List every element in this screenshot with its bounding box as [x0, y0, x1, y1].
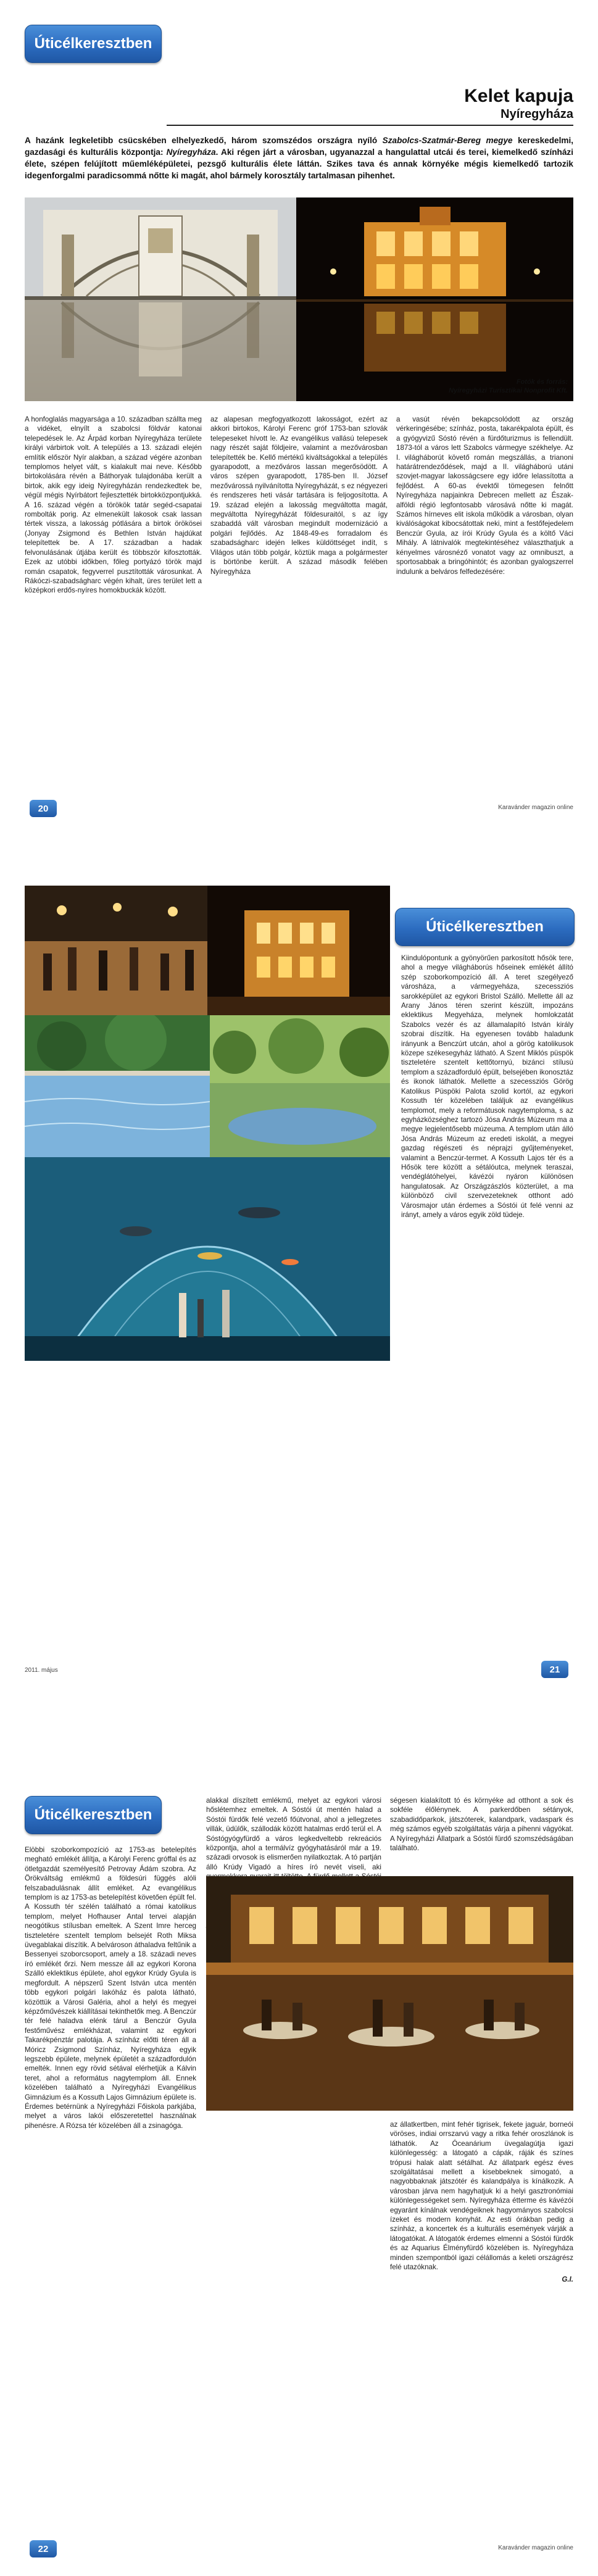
- footer-magazine-name: Karavánder magazin online: [498, 804, 573, 811]
- page22-body-text-2: alakkal díszített emlékmű, melyet az egykori városi hőslétemhez emeltek. A Sóstói út mentén halad a Sóstói fürdők felé vezető főútvonal, ahol a jellegzetes villák, üdülők, szállodák között hatalmas erdő terül el. A Sóstógyógyfürdő a város legkedveltebb rekreációs központja, ahol a termálvíz gyógyhatásáról már a 19. századi orvosok is elismerően nyilatkoztak. A tó partján álló Krúdy Vigadó a híres író nevét viseli, aki: [206, 1797, 381, 1871]
- article-title-block: [464, 86, 573, 122]
- page-number-badge: [541, 1661, 568, 1678]
- section-banner-label: Úticélkeresztben: [426, 918, 544, 935]
- title-divider: [167, 125, 573, 126]
- lead-part: A hazánk legkeletibb csücskében elhelyezkedő, három szomszédos országra nyíló: [25, 136, 383, 145]
- cafe-terrace-illustration: [206, 1876, 573, 2111]
- article-body-columns: [25, 415, 573, 596]
- cafe-terrace-photo: [206, 1876, 573, 2111]
- page-21: [0, 861, 598, 1722]
- body-column-2: az alapesan megfogyatkozott lakosságot, ezért az akkori birtokos, Károlyi Ferenc gróf 1753-ban szlovák telepeseket hívott le. Az evangélikus vallású telepesek nagy részét saját földjeire, valamint a mezővárosban telepítették be. Kellő mértékű kiváltságokkal a település gyarapodott, a mezőváros lassan megerősödött. A város szépen gyarapodott, 1785-ben II. József mezővárossá nyilvánította Nyíregyházát, s ez négyezeri és rendszeres heti vásár tartására is feljogosította. A 19. század elején a lakosság megváltotta magát, megváltotta Nyíregyházát földesuraitól, s az így szabaddá vált városban megindult modernizáció a polgári fejlődés. Az 1848-49-es forradalom és szabadságharc idején lelkes küldöttséget indít, s Világos után több polgár, köztük maga a polgármester is börtönbe került. A század második felében Nyíregyháza: [210, 415, 388, 576]
- night-building-illustration: [296, 197, 573, 401]
- article-subtitle: Nyíregyháza: [500, 107, 573, 121]
- section-banner: [395, 908, 575, 946]
- swimming-pool-illustration: [25, 1015, 210, 1157]
- article-title: Kelet kapuja: [464, 86, 573, 106]
- section-banner-label: Úticélkeresztben: [34, 1806, 152, 1823]
- footer-magazine-name: Karavánder magazin online: [498, 2545, 573, 2551]
- page-number: 22: [38, 2543, 49, 2554]
- park-lake-photo: [210, 1015, 390, 1157]
- photo-credit-label: Fotók és forrás:: [516, 378, 568, 386]
- photo-credit-source: Nyíregyházi Turisztikai Nonprofit Kft.: [449, 387, 568, 394]
- page22-body-text-3a: ségesen kialakított tó és környéke ad otthont a sok és sokféle élőlénynek. A parkerdőben sétányok, szabadidőparkok, játszóterek, kalandpark, vadaspark és még számos egyéb szolgáltatás várja a pihenni vágyókat. A Nyíregyházi Állatpark a Sóstói fürdő szomszédságában található.: [390, 1797, 573, 1853]
- page22-body-column-3-top: [390, 1796, 573, 1853]
- page22-body-column-1: [25, 1845, 196, 2130]
- lit-building-illustration: [207, 886, 390, 1015]
- body-column-1: A honfoglalás magyarsága a 10. században szállta meg a vidéket, elnyílt a szabolcsi földvár katonai telepedések le. Az Árpád korban Nyíregyháza területe királyi várbirtok volt. A település a 13. századi elején említik először Nyír alakban, a század végére azonban templomos helyet vált, s kialakult mai neve. Később birtokolására révén a Báthoryak tulajdonába került a birtok, akik egy ideig Nyíregyházán rendezkedtek be, végül mégis Nyírbátort fejlesztették birtokközpontjukká. A 16. század végén a törökök tatár segéd-csapatai rombolták porig. Az elmenekült lakosok csak lassan tértek vissza, a lakosság pótlására a birtok örökösei (Jonyay Zsigmond és Bethlen István hajdúkat telepítettek be. A 17. században a hadak felvonulásának útjába került és többször kifosztották. Ezek az utóbbi időkben, főleg portyázó török majd román csapatok, fegyverrel pusztították városunkat. A Rákóczi-szabadságharc végén kihalt, üres terület lett a középkori erdős-nyíres homokbuckák között.: [25, 415, 202, 595]
- page21-body-text: Kiindulópontunk a gyönyörűen parkosított hősök tere, ahol a megye világháborús hőseinek emlékét állító szép szoborkompozíció áll. A teret szegélyező városháza, a vármegyeháza, szecessziós sarokképület az egykori Bristol Szálló. Mellette áll az Arany János téren szerint készült, impozáns eklektikus Megyeháza, melynek homlokzatát Szabolcs vezér és az államalapító István király szobrai díszítik. Ha egyenesen tovább haladunk irányunk a Benczúrt utcán, ahol a görög katolikusok közepe székesegyház látható. A Szent Miklós püspök tiszteletére szentelt kettőtornyú, bizánci stílusú templom a századforduló épült, belsejében ikonosztáz és ikonok láthatók. Mellette a szecessziós Görög Katolikus Püspöki Palota szolid kortól, az egykori Kossuth tér közelében találjuk az evangélikus templomot, mely a reformátusok nagytemploma, s az egyházközséghez tartozó Jósa András Múzeum ma a megye legjelentősebb múzeuma. A templom után álló Jósa András Múzeum az eredeti iskolát, a megyei gazdag régészeti és néprajzi gyűjteményeket, valamint a Benczúr-termet. A Kossuth Lajos tér és a Hősök tere között a sétálóutca, melynek teraszai, vendéglátóhelyei, kávézói nyáron különösen hangulatosak. Az Országzászlós közterület, a ma különböző civil szervezeteknek otthont adó Városmajor után érdemes a Sóstói út felé venni az irányt, amely a város egyik zöld tüdeje.: [401, 954, 573, 1219]
- article-lead: [25, 135, 573, 181]
- lead-city: Nyíregyháza: [166, 147, 216, 157]
- lead-part: . Aki régen járt a városban, ugyanazzal a hangulattal utcái és terei, kiemelkedő színházi élete, szépen felújított műemléképületei, pezsgő kulturális élete láttán. Szikes tava és annak környéke mégis kiemelkedő tartozik idegenforgalmi paradicsommá nőtte ki magát, ahol bármely korosztály tartalmasan pihenhet.: [25, 147, 573, 180]
- swimming-pool-photo: [25, 1015, 210, 1157]
- author-signature: G.I.: [562, 2275, 573, 2283]
- lead-county: Szabolcs-Szatmár-Bereg megye: [382, 136, 513, 145]
- oceanarium-tunnel-illustration: [25, 1157, 390, 1361]
- page22-body-text-3b: az állatkertben, mint fehér tigrisek, fekete jaguár, borneói vöröses, indiai orrszarvú vagy a ritka fehér oroszlánok is láthatók. Az Óceanárium üvegalagútja igazi különlegesség: a látogató a cápák, ráják és színes trópusi halak alatt sétálhat. Az állatpark egész éves szolgáltatásai mellett a kisebbeknek simogató, a nagyobbaknak játszótér és kalandpálya is kínálkozik. A városban járva nem hagyhatjuk ki a helyi gasztronómiai különlegességeket sem. Nyíregyháza étterme és kávézói egyaránt kínálnak vendégeiknek hagyományos szabolcsi ízeket és modern konyhát. Az esti órákban pedig a színház, a koncertek és a kulturális események várják a látogatókat. A látogatók érdemes elmenni a Sóstói fürdők és az Aquarius Élményfürdő közelében is. Nyíregyháza minden szempontból igazi célállomás a keleti országrész felé utazóknak.: [390, 2121, 573, 2272]
- section-banner: [25, 25, 162, 63]
- page-number: 21: [549, 1664, 560, 1675]
- page-number-badge: [30, 800, 57, 817]
- page-20: [0, 0, 598, 861]
- body-column-3: a vasút révén bekapcsolódott az ország vérkeringésébe; színház, posta, takarékpalota épült, és a gyógyvizű Sóstó révén a fürdőturizmus is fellendült. 1873-tól a város lett Szabolcs vármegye székhelye. Az I. világháborút követő román megszállás, a trianoni határátrendeződések, majd a II. világháború utáni szovjet-magyar lakosságcsere egy időre lelassította a fejlődést. A 60-as évektől tömegesen felnőtt Nyíregyháza napjainkra Debrecen mellett az Észak-alföldi régió legfontosabb városává nőtte ki magát. Számos hírneves elit iskola működik a városban, olyan kiválóságokat kibocsátottak neki, mint a festőfejedelem Benczúr Gyula, az írói Krúdy Gyula és a költő Váci Mihály. A látnivalók megtekintéséhez választhatjuk a kényelmes városnéző vonatot vagy az omnibuszt, a sportosabbak a bringóhintót; és azonban gyalogszerrel indulunk a belváros felfedezésére:: [396, 415, 573, 576]
- pedestrian-street-photo: [25, 886, 207, 1015]
- pedestrian-street-illustration: [25, 886, 207, 1015]
- footer-issue-date: 2011. május: [25, 1667, 58, 1674]
- page-number: 20: [38, 803, 49, 814]
- section-banner: [25, 1796, 162, 1834]
- railway-station-illustration: [25, 197, 296, 401]
- photo-credit: [370, 378, 568, 395]
- lit-building-photo: [207, 886, 390, 1015]
- page22-body-text-1: Elöbbi szoborkompozíció az 1753-as betelepítés megható emlékét állítja, a Károlyi Ferenc gróffal és az ötletgazdát személyesítő Petrovay Ádám szobra. Az Örökváltság emlékmű a földesúri függés alóli felszabadulásnak állít emléket. Az evangélikus templom is az 1753-as betelepítést követően épült fel. A Kossuth tér szélén található a római katolikus templom, melyet Hofhauser Antal tervei alapján neogótikus stílusban emeltek. A Szent Imre herceg tiszteletére szentelt templom belsejét Roth Miksa üvegablakai díszítik. A belvároson áthaladva feltűnik a Bessenyei szoborcsoport, amely a 18. századi neves író emlékét őrzi. Nem messze áll az egykori Korona Szálló eklektikus épülete, ahol egykor Krúdy Gyula is megfordult. A népszerű Szent István utca mentén több egykori polgári lakóház és palota látható, közöttük a Városi Galéria, ahol a helyi és megyei képzőművészek kiállításai tekinthetők meg. A Benczúr tér felé haladva elénk tárul a Benczúr Gyula festőművész emlékházat, valamint az egykori Takarékpénztár palotája. A színház előtti téren áll a Móricz Zsigmond Színház, Nyíregyháza egyik legszebb épülete, melynek épületét a századfordulón emelték. Innen egy rövid sétával elérhetjük a Kálvin teret, ahol a református nagytemplom áll. Ennek közelében található a Nyíregyházi Evangélikus Gimnázium és a Kossuth Lajos Gimnázium épülete is. Érdemes betérnünk a Nyíregyházi Főiskola parkjába, melyet a város lakói előszeretettel használnak pihenésre. A Rózsa tér közelében áll a zsinagóga.: [25, 1846, 196, 2130]
- page22-body-column-3-bottom: [390, 2120, 573, 2284]
- railway-station-photo: [25, 197, 296, 401]
- lead-part: kereskedelmi, gazdasági és kulturális központja:: [25, 136, 573, 157]
- section-banner-label: Úticélkeresztben: [34, 35, 152, 52]
- oceanarium-tunnel-photo: [25, 1157, 390, 1361]
- night-building-photo: [296, 197, 573, 401]
- page21-body-column: [401, 954, 573, 1219]
- page-22: [0, 1722, 598, 2576]
- page-number-badge: [30, 2540, 57, 2557]
- park-lake-illustration: [210, 1015, 390, 1157]
